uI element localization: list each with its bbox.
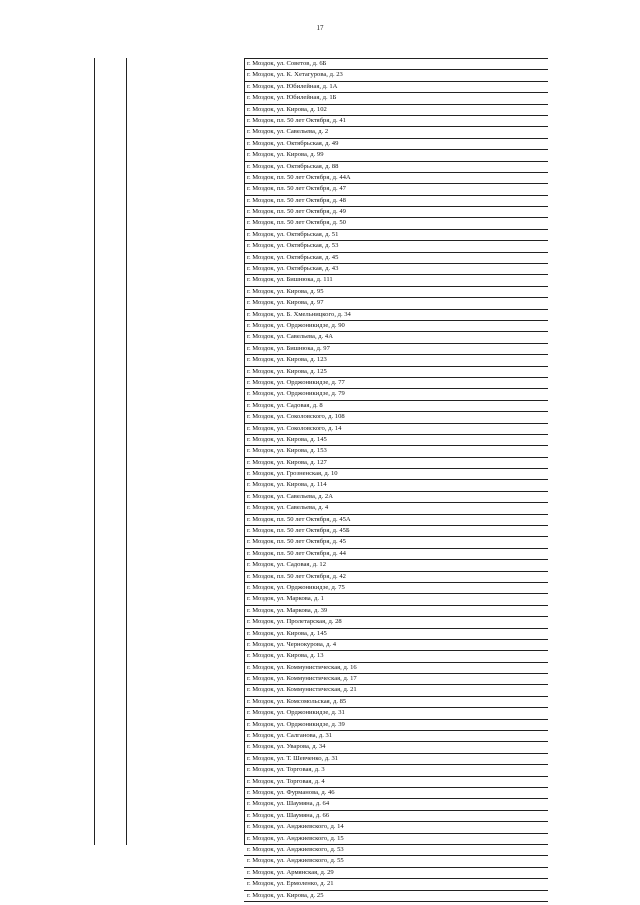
address-cell: г. Моздок, ул. Грозненская, д. 10 — [247, 470, 338, 478]
table-row — [244, 435, 548, 446]
table-row — [244, 503, 548, 514]
table-row — [244, 173, 548, 184]
table-row — [244, 720, 548, 731]
table-row — [244, 708, 548, 719]
address-cell: г. Моздок, ул. Орджоникидзе, д. 79 — [247, 390, 345, 398]
address-cell: г. Моздок, ул. Шаумяна, д. 66 — [247, 811, 330, 819]
column-divider — [94, 58, 95, 845]
address-cell: г. Моздок, ул. Садовая, д. 8 — [247, 401, 323, 409]
address-cell: г. Моздок, ул. Орджоникидзе, д. 75 — [247, 583, 345, 591]
table-row — [244, 218, 548, 229]
table-row — [244, 162, 548, 173]
table-row — [244, 446, 548, 457]
table-row — [244, 651, 548, 662]
table-row — [244, 196, 548, 207]
table-row — [244, 344, 548, 355]
address-cell: г. Моздок, ул. Армянская, д. 29 — [247, 868, 334, 876]
table-row — [244, 355, 548, 366]
table-row — [244, 412, 548, 423]
table-row — [244, 811, 548, 822]
column-divider — [126, 58, 127, 845]
address-cell: г. Моздок, ул. Кирова, д. 145 — [247, 435, 327, 443]
table-row — [244, 891, 548, 902]
table-row — [244, 674, 548, 685]
address-cell: г. Моздок, ул. Коммунистическая, д. 16 — [247, 663, 357, 671]
table-row — [244, 332, 548, 343]
address-cell: г. Моздок, ул. Шаумяна, д. 64 — [247, 800, 330, 808]
table-row — [244, 640, 548, 651]
address-cell: г. Моздок, ул. Кирова, д. 95 — [247, 287, 324, 295]
address-cell: г. Моздок, ул. Кирова, д. 125 — [247, 367, 327, 375]
address-cell: г. Моздок, ул. Октябрьская, д. 51 — [247, 230, 339, 238]
address-cell: г. Моздок, ул. Октябрьская, д. 88 — [247, 162, 339, 170]
table-row — [244, 310, 548, 321]
table-row — [244, 629, 548, 640]
address-cell: г. Моздок, ул. Кирова, д. 25 — [247, 891, 324, 899]
table-row — [244, 93, 548, 104]
table-row — [244, 58, 548, 70]
table-row — [244, 401, 548, 412]
address-cell: г. Моздок, ул. Уварова, д. 34 — [247, 743, 326, 751]
address-cell: г. Моздок, ул. Октябрьская, д. 45 — [247, 253, 339, 261]
address-cell: г. Моздок, ул. Октябрьская, д. 43 — [247, 265, 339, 273]
address-cell: г. Моздок, ул. Юбилейная, д. 1Б — [247, 94, 337, 102]
table-row — [244, 537, 548, 548]
table-row — [244, 298, 548, 309]
table-row — [244, 572, 548, 583]
address-cell: г. Моздок, ул. Кирова, д. 123 — [247, 356, 327, 364]
address-cell: г. Моздок, пл. 50 лет Октября, д. 47 — [247, 185, 346, 193]
address-cell: г. Моздок, ул. Кирова, д. 97 — [247, 299, 324, 307]
address-table — [244, 58, 548, 902]
address-cell: г. Моздок, ул. Фурманова, д. 46 — [247, 789, 335, 796]
address-cell: г. Моздок, пл. 50 лет Октября, д. 50 — [247, 219, 346, 227]
table-row — [244, 754, 548, 765]
address-cell: г. Моздок, пл. 50 лет Октября, д. 49 — [247, 208, 346, 216]
address-cell: г. Моздок, ул. К. Хетагурова, д. 23 — [247, 71, 343, 79]
address-cell: г. Моздок, ул. Пролетарская, д. 28 — [247, 618, 342, 626]
address-cell: г. Моздок, ул. Соколовского, д. 14 — [247, 424, 342, 432]
table-row — [244, 82, 548, 93]
table-row — [244, 685, 548, 696]
address-cell: г. Моздок, ул. Анджиевского, д. 15 — [247, 834, 344, 842]
table-row — [244, 207, 548, 218]
address-cell: г. Моздок, ул. Советов, д. 6Б — [247, 60, 327, 67]
address-cell: г. Моздок, ул. Маркова, д. 1 — [247, 595, 324, 603]
table-row — [244, 424, 548, 435]
address-cell: г. Моздок, ул. Чернокурова, д. 4 — [247, 640, 337, 648]
table-row — [244, 389, 548, 400]
address-cell: г. Моздок, пл. 50 лет Октября, д. 41 — [247, 116, 346, 124]
address-cell: г. Моздок, ул. Торговая, д. 4 — [247, 777, 325, 785]
address-cell: г. Моздок, ул. Кирова, д. 99 — [247, 151, 324, 159]
table-row — [244, 492, 548, 503]
table-row — [244, 116, 548, 127]
table-row — [244, 777, 548, 788]
address-cell: г. Моздок, ул. Кирова, д. 13 — [247, 652, 324, 660]
table-row — [244, 594, 548, 605]
table-row — [244, 264, 548, 275]
address-cell: г. Моздок, ул. Коммунистическая, д. 21 — [247, 686, 357, 694]
table-row — [244, 230, 548, 241]
address-cell: г. Моздок, ул. Комсомольская, д. 85 — [247, 697, 347, 705]
address-cell: г. Моздок, ул. Коммунистическая, д. 17 — [247, 675, 357, 683]
address-cell: г. Моздок, ул. Савельева, д. 2А — [247, 492, 333, 500]
address-cell: г. Моздок, ул. Савельева, д. 4 — [247, 504, 329, 512]
table-row — [244, 321, 548, 332]
table-row — [244, 70, 548, 81]
address-cell: г. Моздок, ул. Орджоникидзе, д. 39 — [247, 720, 345, 728]
address-cell: г. Моздок, ул. Бишнюка, д. 97 — [247, 344, 330, 352]
address-cell: г. Моздок, ул. Кирова, д. 145 — [247, 629, 327, 637]
address-cell: г. Моздок, ул. Орджоникидзе, д. 77 — [247, 378, 345, 386]
table-row — [244, 480, 548, 491]
address-cell: г. Моздок, ул. Анджиевского, д. 55 — [247, 857, 344, 865]
table-row — [244, 799, 548, 810]
table-row — [244, 526, 548, 537]
table-row — [244, 549, 548, 560]
table-row — [244, 139, 548, 150]
address-cell: г. Моздок, ул. Юбилейная, д. 1А — [247, 82, 338, 90]
address-cell: г. Моздок, ул. Б. Хмельницкого, д. 34 — [247, 310, 351, 318]
address-cell: г. Моздок, ул. Октябрьская, д. 49 — [247, 139, 339, 147]
address-cell: г. Моздок, пл. 50 лет Октября, д. 44 — [247, 549, 346, 557]
address-cell: г. Моздок, ул. Савельева, д. 2 — [247, 128, 329, 136]
table-row — [244, 583, 548, 594]
address-cell: г. Моздок, пл. 50 лет Октября, д. 45Б — [247, 527, 350, 535]
table-row — [244, 731, 548, 742]
table-row — [244, 105, 548, 116]
address-cell: г. Моздок, пл. 50 лет Октября, д. 45 — [247, 538, 346, 546]
table-row — [244, 287, 548, 298]
address-cell: г. Моздок, пл. 50 лет Октября, д. 44А — [247, 173, 351, 181]
table-row — [244, 127, 548, 138]
address-cell: г. Моздок, ул. Кирова, д. 127 — [247, 458, 327, 466]
address-cell: г. Моздок, пл. 50 лет Октября, д. 42 — [247, 572, 346, 580]
address-cell: г. Моздок, ул. Маркова, д. 39 — [247, 606, 328, 614]
table-row — [244, 879, 548, 890]
address-cell: г. Моздок, пл. 50 лет Октября, д. 45А — [247, 515, 351, 523]
table-row — [244, 458, 548, 469]
table-row — [244, 469, 548, 480]
address-cell: г. Моздок, ул. Орджоникидзе, д. 90 — [247, 321, 345, 329]
table-row — [244, 560, 548, 571]
address-cell: г. Моздок, ул. Кирова, д. 153 — [247, 447, 327, 455]
address-cell: г. Моздок, ул. Бишнюка, д. 111 — [247, 276, 333, 284]
table-row — [244, 834, 548, 845]
table-row — [244, 868, 548, 879]
table-row — [244, 515, 548, 526]
address-cell: г. Моздок, ул. Кирова, д. 102 — [247, 105, 327, 113]
table-row — [244, 184, 548, 195]
address-cell: г. Моздок, ул. Салганова, д. 31 — [247, 732, 333, 740]
address-cell: г. Моздок, ул. Анджиевского, д. 14 — [247, 823, 344, 831]
table-row — [244, 367, 548, 378]
address-cell: г. Моздок, ул. Торговая, д. 3 — [247, 766, 325, 774]
address-cell: г. Моздок, ул. Ермоленко, д. 21 — [247, 880, 334, 888]
table-row — [244, 663, 548, 674]
table-row — [244, 275, 548, 286]
address-cell: г. Моздок, ул. Орджоникидзе, д. 31 — [247, 709, 345, 717]
table-row — [244, 150, 548, 161]
address-cell: г. Моздок, ул. Анджиевского, д. 53 — [247, 845, 344, 853]
table-row — [244, 617, 548, 628]
address-cell: г. Моздок, пл. 50 лет Октября, д. 48 — [247, 196, 346, 204]
table-row — [244, 822, 548, 833]
address-cell: г. Моздок, ул. Т. Шевченко, д. 31 — [247, 754, 339, 762]
table-row — [244, 856, 548, 867]
table-row — [244, 742, 548, 753]
table-row — [244, 697, 548, 708]
table-row — [244, 378, 548, 389]
address-cell: г. Моздок, ул. Соколовского, д. 108 — [247, 413, 345, 421]
address-cell: г. Моздок, ул. Садовая, д. 12 — [247, 561, 326, 569]
table-row — [244, 845, 548, 856]
address-cell: г. Моздок, ул. Кирова, д. 114 — [247, 481, 327, 489]
page-number: 17 — [316, 24, 324, 32]
table-row — [244, 606, 548, 617]
address-cell: г. Моздок, ул. Савельева, д. 4А — [247, 333, 333, 341]
table-row — [244, 765, 548, 776]
table-row — [244, 788, 548, 799]
table-row — [244, 241, 548, 252]
address-cell: г. Моздок, ул. Октябрьская, д. 53 — [247, 242, 339, 250]
table-row — [244, 253, 548, 264]
